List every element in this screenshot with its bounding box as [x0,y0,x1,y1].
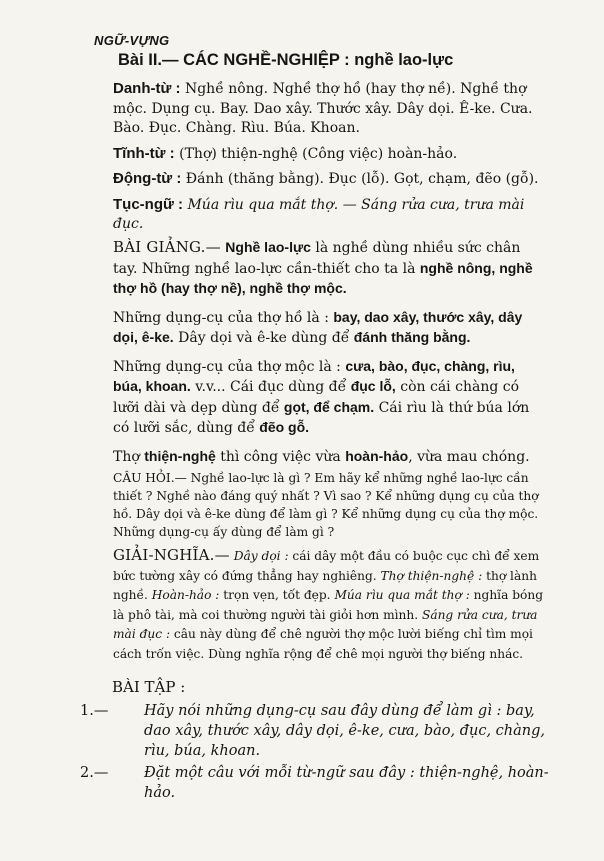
term: Thợ thiện-nghệ : [380,568,483,583]
tuc-ngu-text: Múa rìu qua mắt thợ. — Sáng rửa cưa, trưa mài đục. [113,196,525,232]
term: Dây dọi : [233,549,289,563]
tuc-ngu-label: Tục-ngữ : [113,195,184,213]
dong-tu-text: Đánh (thăng bằng). Đục (lỗ). Gọt, chạm, đẽo (gỗ). [185,171,539,187]
tinh-tu-line [93,144,543,165]
danh-tu-text: Nghề nông. Nghề thợ hồ (hay thợ nề). Nghề thợ mộc. Dụng cụ. Bay. Dao xây. Thước xây. Dây dọi. Ê-ke. Cưa. Bào. Đục. Chàng. Rìu. Búa. Khoan. [113,81,533,136]
questions-heading: CÂU HỎI.— [113,471,187,485]
section-header: NGỮ-VỰNG [94,33,170,48]
keyword: bay, dao xây, thước xây, dây dọi, ê-ke. [113,308,523,345]
definition: cái dây một đầu có buộc cục chì để xem bức tường xây có đứng thẳng hay nghiêng. [113,549,540,583]
definition: thợ lành nghề. [113,568,537,602]
questions-paragraph [93,469,543,541]
text: v.v... Cái đục dùng để [190,379,351,395]
dong-tu-line [93,169,543,190]
text: Những dụng-cụ của thợ hồ là : [113,309,334,326]
term: Múa rìu qua mắt thợ : [334,588,470,602]
keyword: thiện-nghệ [144,447,216,464]
term: Sáng rửa cưa, trưa mài đục : [113,607,538,641]
lesson-title: Bài II.— CÁC NGHỀ-NGHIỆP : nghề lao-lực [118,51,454,69]
tinh-tu-text: (Thợ) thiện-nghệ (Công việc) hoàn-hảo. [179,145,458,162]
keyword: nghề nông, nghề thợ hồ (hay thợ nề), nghề thợ mộc. [113,259,533,296]
lesson-paragraph-2 [93,308,543,349]
exercise-text: Đặt một câu với mỗi từ-ngữ sau đây : thiện-nghệ, hoàn-hảo. [144,765,549,801]
definition: trọn vẹn, tốt đẹp. [219,588,335,602]
explanation [93,546,543,664]
text: , vừa mau chóng. [408,448,530,465]
questions-text: Nghề lao-lực là gì ? Em hãy kể những nghề lao-lực cần thiết ? Nghề nào đáng quý nhất ? Vì sao ? Kể những dụng cụ của thợ hồ. Dây dọi và ê-ke dùng để làm gì ? Kể những dụng cụ của thợ mộc. Những dụng-cụ ấy dùng để làm gì ? [113,471,539,539]
text: thì công việc vừa [215,448,346,465]
keyword: đục lỗ, [350,378,396,394]
text: Dây dọi và ê-ke dùng để [173,330,354,346]
danh-tu-label: Danh-từ : [113,80,181,97]
exercise-1 [80,701,552,761]
definition: câu này dùng để chê người thợ mộc lười biếng chỉ tìm mọi cách trốn việc. Dùng nghĩa rộng để chê mọi người thợ biếng nhác. [113,627,533,661]
text: Những dụng-cụ của thợ mộc là : [113,358,346,375]
explanation-heading: GIẢI-NGHĨA.— [113,546,230,564]
text: Thợ [113,448,145,465]
keyword: cưa, bào, đục, chàng, rìu, búa, khoan. [113,357,515,394]
tinh-tu-label: Tĩnh-từ : [113,144,175,162]
dong-tu-label: Động-từ : [113,170,182,187]
exercise-text: Hãy nói những dụng-cụ sau đây dùng để làm gì : bay, dao xây, thước xây, dây dọi, ê-ke, cưa, bào, đục, chàng, rìu, búa, khoan. [144,703,545,759]
keyword: đẽo gỗ. [259,419,310,435]
text: còn cái chàng có lưỡi dài và dẹp dùng để [113,379,520,416]
exercise-2 [80,763,552,803]
keyword: đánh thăng bằng. [353,329,471,345]
vocabulary [93,79,543,235]
questions [93,469,543,541]
lesson-paragraph-4 [93,447,543,468]
tuc-ngu-line [93,195,543,235]
exercises-heading: BÀI TẬP : [112,678,186,696]
keyword: hoàn-hảo [345,447,409,464]
danh-tu-line [93,79,543,139]
exercise-number: 2.— [80,765,109,781]
keyword: Nghề lao-lực [225,239,311,255]
lesson-paragraph-3 [93,357,543,439]
keyword: gọt, để chạm. [283,398,375,415]
explanation-paragraph [93,546,543,664]
text: là nghề dùng nhiều sức chân tay. Những nghề lao-lực cần-thiết cho ta là [113,240,521,277]
lesson-heading: BÀI GIẢNG.— [113,238,221,256]
term: Hoàn-hảo : [151,588,220,602]
text: Cái rìu là thứ búa lớn có lưỡi sắc, dùng để [113,399,530,436]
definition: nghĩa bóng là phô tài, mà coi thường người tài giỏi hơn mình. [113,588,544,622]
lesson [93,238,543,467]
exercise-number: 1.— [80,703,109,719]
lesson-paragraph-1 [93,238,543,300]
